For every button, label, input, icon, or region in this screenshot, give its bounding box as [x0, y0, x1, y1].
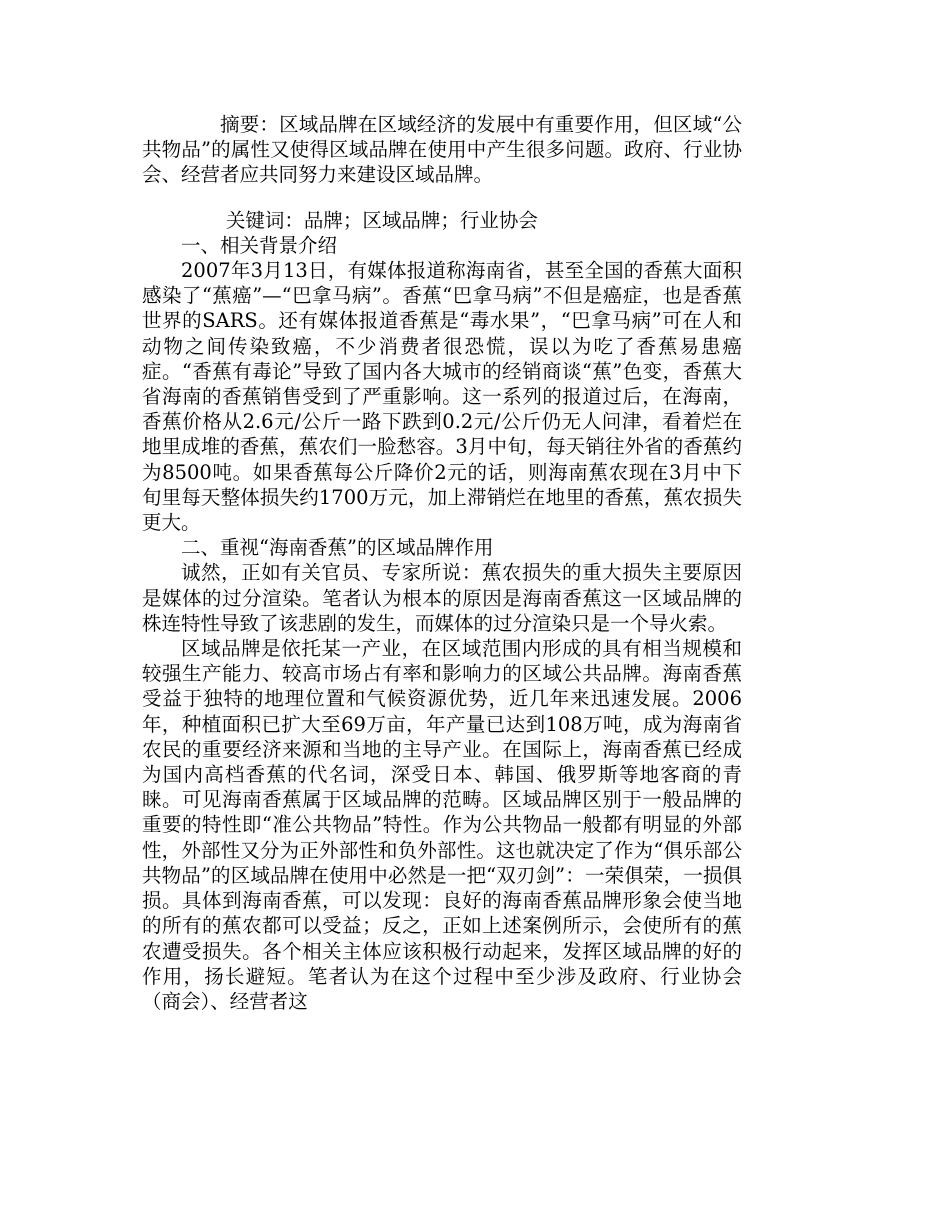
keywords-line: 关键词：品牌；区域品牌；行业协会 — [225, 208, 538, 232]
document-page — [142, 112, 742, 1014]
abstract-paragraph: 摘要：区域品牌在区域经济的发展中有重要作用，但区域“公共物品”的属性又使得区域品牌在使用中产生很多问题。政府、行业协会、经营者应共同努力来建设区域品牌。 — [142, 113, 742, 187]
body-paragraph-regional-brand: 区域品牌是依托某一产业，在区域范围内形成的具有相当规模和较强生产能力、较高市场占有率和影响力的区域公共品牌。海南香蕉受益于独特的地理位置和气候资源优势，近几年来迅速发展。2006年，种植面积已扩大至69万亩，年产量已达到108万吨，成为海南省农民的重要经济来源和当地的主导产业。在国际上，海南香蕉已经成为国内高档香蕉的代名词，深受日本、韩国、俄罗斯等地客商的青睐。可见海南香蕉属于区域品牌的范畴。区域品牌区别于一般品牌的重要的特性即“准公共物品”特性。作为公共物品一般都有明显的外部性，外部性又分为正外部性和负外部性。这也就决定了作为“俱乐部公共物品”的区域品牌在使用中必然是一把“双刃剑”：一荣俱荣，一损俱损。具体到海南香蕉，可以发现：良好的海南香蕉品牌形象会使当地的所有的蕉农都可以受益；反之，正如上述案例所示，会使所有的蕉农遭受损失。各个相关主体应该积极行动起来，发挥区域品牌的好的作用，扬长避短。笔者认为在这个过程中至少涉及政府、行业协会（商会）、经营者这 — [142, 637, 742, 1013]
body-paragraph-media-cause: 诚然，正如有关官员、专家所说：蕉农损失的重大损失主要原因是媒体的过分渲染。笔者认为根本的原因是海南香蕉这一区域品牌的株连特性导致了该悲剧的发生，而媒体的过分渲染只是一个导火索。 — [142, 561, 742, 635]
body-paragraph-background: 2007年3月13日，有媒体报道称海南省，甚至全国的香蕉大面积感染了“蕉癌”—“巴拿马病”。香蕉“巴拿马病”不但是癌症，也是香蕉世界的SARS。还有媒体报道香蕉是“毒水果”，“巴拿马病”可在人和动物之间传染致癌，不少消费者很恐慌，误以为吃了香蕉易患癌症。“香蕉有毒论”导致了国内各大城市的经销商谈“蕉”色变，香蕉大省海南的香蕉销售受到了严重影响。这一系列的报道过后，在海南，香蕉价格从2.6元/公斤一路下跌到0.2元/公斤仍无人问津，看着烂在地里成堆的香蕉，蕉农们一脸愁容。3月中旬，每天销往外省的香蕉约为8500吨。如果香蕉每公斤降价2元的话，则海南蕉农现在3月中下旬里每天整体损失约1700万元，加上滞销烂在地里的香蕉，蕉农损失更大。 — [142, 259, 742, 535]
section-heading-regional-brand: 二、重视“海南香蕉”的区域品牌作用 — [181, 536, 494, 560]
section-heading-background: 一、相关背景介绍 — [181, 233, 338, 257]
